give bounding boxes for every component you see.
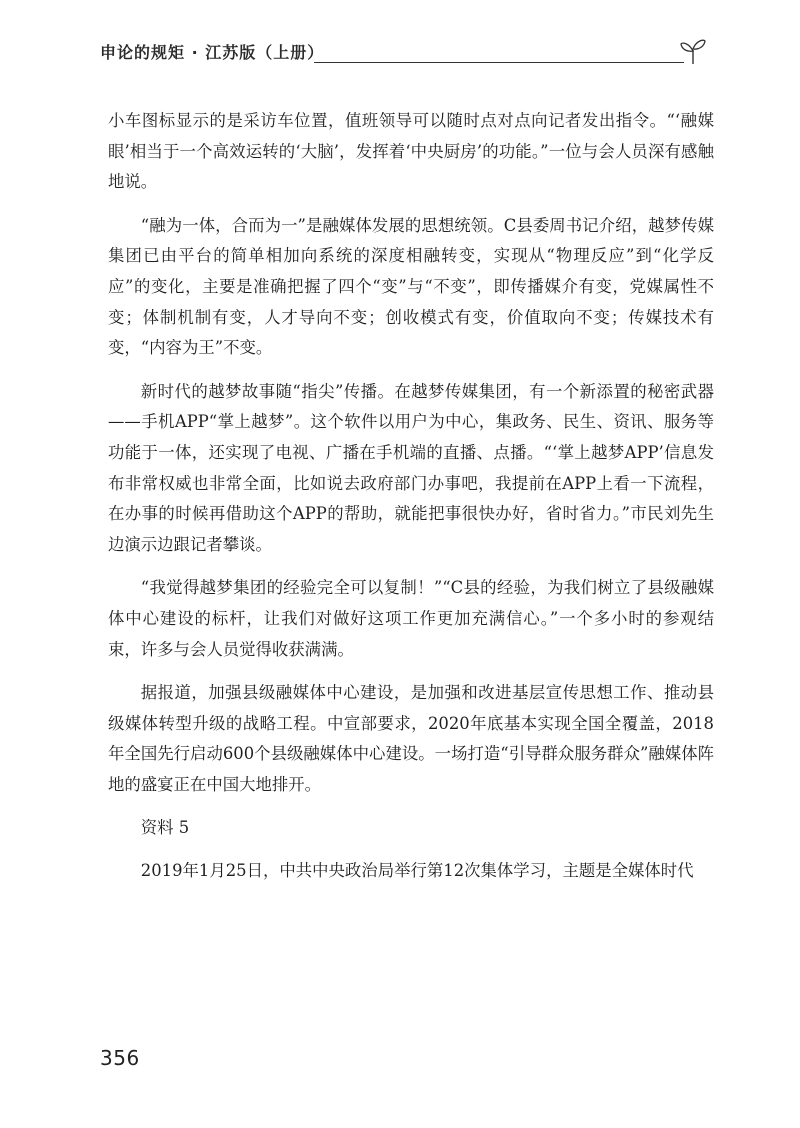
header-rule <box>314 62 684 63</box>
paragraph: “我觉得越梦集团的经验完全可以复制！”“C县的经验，为我们树立了县级融媒体中心建设的标杆，让我们对做好这项工作更加充满信心。”一个多小时的参观结束，许多与会人员觉得收获满满。 <box>108 578 714 659</box>
running-header <box>100 42 710 82</box>
paragraph: 2019年1月25日，中共中央政治局举行第12次集体学习，主题是全媒体时代 <box>140 861 694 881</box>
book-title: 申论的规矩 · 江苏版（上册） <box>100 43 325 62</box>
paragraph: 小车图标显示的是采访车位置，值班领导可以随时点对点向记者发出指令。“‘融媒眼’相当于一个高效运转的‘大脑’，发挥着‘中央厨房’的功能。”一位与会人员深有感触地说。 <box>108 111 714 192</box>
paragraph: “融为一体，合而为一”是融媒体发展的思想统领。C县委周书记介绍，越梦传媒集团已由平台的简单相加向系统的深度相融转变，实现从“物理反应”到“化学反应”的变化，主要是准确把握了四个“变”与“不变”，即传播媒介有变，党媒属性不变；体制机制有变，人才导向不变；创收模式有变，价值取向不变；传媒技术有变，“内容为王”不变。 <box>108 215 714 358</box>
page-number: 356 <box>100 1046 140 1070</box>
page-body <box>108 106 714 900</box>
paragraph: 新时代的越梦故事随“指尖”传播。在越梦传媒集团，有一个新添置的秘密武器——手机APP“掌上越梦”。这个软件以用户为中心，集政务、民生、资讯、服务等功能于一体，还实现了电视、广播在手机端的直播、点播。“‘掌上越梦APP’信息发布非常权威也非常全面，比如说去政府部门办事吧，我提前在APP上看一下流程，在办事的时候再借助这个APP的帮助，就能把事很快办好，省时省力。”市民刘先生边演示边跟记者攀谈。 <box>108 381 714 554</box>
sprout-icon <box>678 36 708 66</box>
section-heading: 资料 5 <box>140 818 190 838</box>
paragraph: 据报道，加强县级融媒体中心建设，是加强和改进基层宣传思想工作、推动县级媒体转型升级的战略工程。中宣部要求，2020年底基本实现全国全覆盖，2018年全国先行启动600个县级融媒体中心建设。一场打造“引导群众服务群众”融媒体阵地的盛宴正在中国大地排开。 <box>108 683 714 794</box>
